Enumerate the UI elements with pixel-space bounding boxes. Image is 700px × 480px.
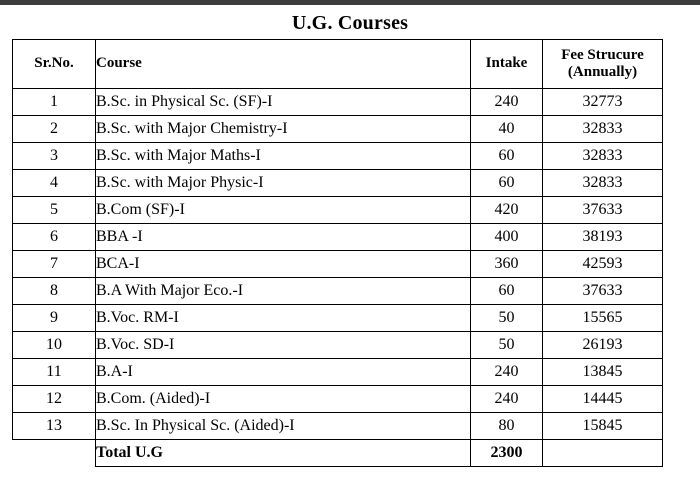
page-title: U.G. Courses [291, 12, 409, 34]
cell-fee: 32833 [543, 143, 663, 170]
cell-intake: 60 [471, 143, 543, 170]
total-label: Total U.G [96, 440, 471, 467]
cell-sr-no: 1 [13, 89, 96, 116]
cell-course: B.Voc. SD-I [96, 332, 471, 359]
cell-fee: 32773 [543, 89, 663, 116]
column-header-fee-structure [543, 40, 663, 89]
table-row [13, 305, 663, 332]
cell-fee: 32833 [543, 170, 663, 197]
top-decorative-bar [0, 0, 700, 5]
column-header-course: Course [96, 40, 471, 89]
cell-fee: 14445 [543, 386, 663, 413]
cell-intake: 360 [471, 251, 543, 278]
cell-course: B.Sc. with Major Physic-I [96, 170, 471, 197]
cell-sr-no: 3 [13, 143, 96, 170]
column-header-fee-line1: Fee Strucure [561, 46, 644, 63]
cell-course: B.Voc. RM-I [96, 305, 471, 332]
cell-course: B.Sc. with Major Maths-I [96, 143, 471, 170]
cell-sr-no: 13 [13, 413, 96, 440]
cell-sr-no: 8 [13, 278, 96, 305]
table-total-row [13, 440, 663, 467]
cell-sr-no: 6 [13, 224, 96, 251]
cell-intake: 60 [471, 278, 543, 305]
cell-sr-no: 5 [13, 197, 96, 224]
cell-fee: 37633 [543, 197, 663, 224]
cell-intake: 240 [471, 386, 543, 413]
total-fee [543, 440, 663, 467]
table-row [13, 116, 663, 143]
cell-sr-no: 12 [13, 386, 96, 413]
table-header-row [13, 40, 663, 89]
cell-course: B.Sc. in Physical Sc. (SF)-I [96, 89, 471, 116]
cell-intake: 240 [471, 89, 543, 116]
table-row [13, 386, 663, 413]
cell-intake: 60 [471, 170, 543, 197]
cell-fee: 15845 [543, 413, 663, 440]
cell-intake: 240 [471, 359, 543, 386]
table-header [13, 40, 663, 89]
cell-course: B.A With Major Eco.-I [96, 278, 471, 305]
cell-fee: 37633 [543, 278, 663, 305]
table-row [13, 278, 663, 305]
cell-intake: 420 [471, 197, 543, 224]
column-header-fee-line2: (Annually) [567, 64, 638, 80]
table-row [13, 413, 663, 440]
cell-fee: 13845 [543, 359, 663, 386]
table-row [13, 170, 663, 197]
cell-fee: 38193 [543, 224, 663, 251]
cell-fee: 15565 [543, 305, 663, 332]
cell-sr-no: 7 [13, 251, 96, 278]
cell-intake: 400 [471, 224, 543, 251]
total-cell-sr-no [13, 440, 96, 467]
cell-sr-no: 9 [13, 305, 96, 332]
cell-course: B.Com. (Aided)-I [96, 386, 471, 413]
ug-courses-table [12, 39, 663, 467]
table-body [13, 89, 663, 467]
column-header-intake: Intake [471, 40, 543, 89]
cell-course: BBA -I [96, 224, 471, 251]
table-row [13, 143, 663, 170]
cell-course: BCA-I [96, 251, 471, 278]
cell-fee: 26193 [543, 332, 663, 359]
table-row [13, 332, 663, 359]
table-row [13, 251, 663, 278]
courses-table-container [12, 39, 662, 467]
cell-intake: 40 [471, 116, 543, 143]
cell-course: B.Sc. In Physical Sc. (Aided)-I [96, 413, 471, 440]
cell-intake: 50 [471, 332, 543, 359]
table-row [13, 359, 663, 386]
cell-course: B.A-I [96, 359, 471, 386]
cell-sr-no: 10 [13, 332, 96, 359]
cell-intake: 80 [471, 413, 543, 440]
table-row [13, 224, 663, 251]
table-row [13, 89, 663, 116]
cell-fee: 42593 [543, 251, 663, 278]
table-row [13, 197, 663, 224]
total-intake: 2300 [471, 440, 543, 467]
cell-fee: 32833 [543, 116, 663, 143]
cell-sr-no: 4 [13, 170, 96, 197]
column-header-sr-no: Sr.No. [13, 40, 96, 89]
cell-course: B.Com (SF)-I [96, 197, 471, 224]
cell-intake: 50 [471, 305, 543, 332]
cell-sr-no: 11 [13, 359, 96, 386]
cell-sr-no: 2 [13, 116, 96, 143]
cell-course: B.Sc. with Major Chemistry-I [96, 116, 471, 143]
